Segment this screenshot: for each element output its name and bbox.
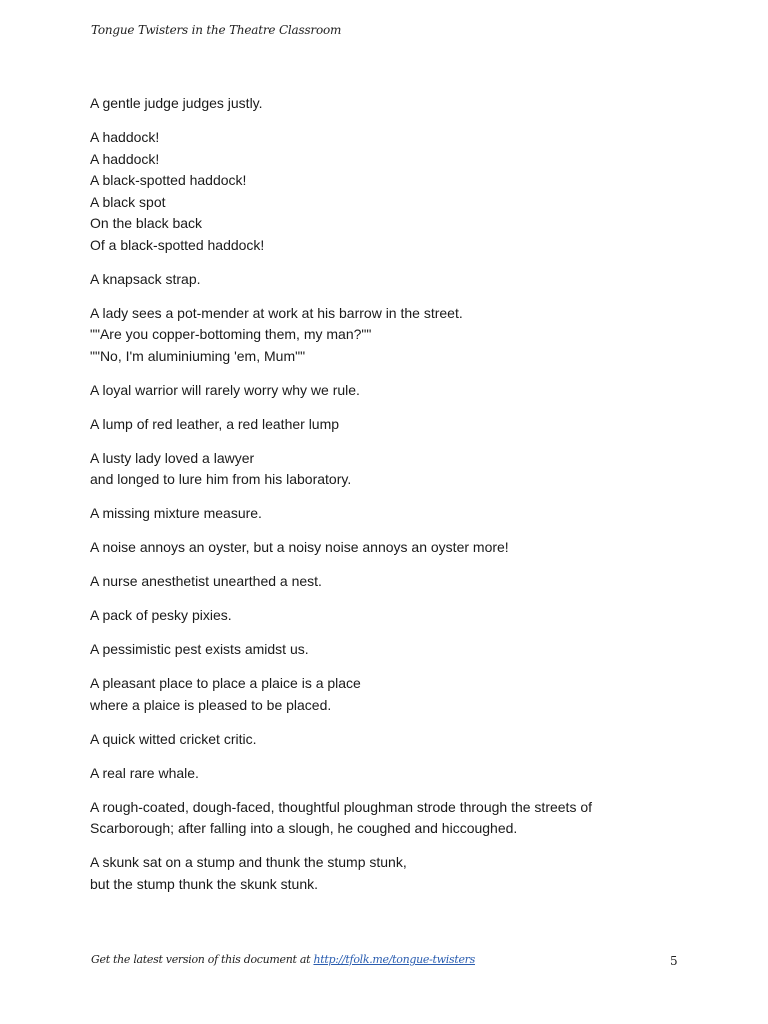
twister-line: ""Are you copper-bottoming them, my man?"" — [90, 326, 372, 342]
tongue-twister — [90, 729, 690, 751]
tongue-twister — [90, 763, 690, 785]
tongue-twister — [90, 605, 690, 627]
twister-line: A loyal warrior will rarely worry why we rule. — [90, 381, 360, 398]
twister-line: A rough-coated, dough-faced, thoughtful ploughman strode through the streets of — [90, 798, 593, 815]
running-header: Tongue Twisters in the Theatre Classroom — [91, 23, 342, 37]
twister-line: A knapsack strap. — [90, 270, 201, 287]
twister-line: A black spot — [90, 193, 166, 210]
tongue-twister — [90, 503, 690, 525]
twister-line: A lady sees a pot-mender at work at his barrow in the street. — [90, 304, 463, 321]
twister-line: ""No, I'm aluminiuming 'em, Mum"" — [90, 347, 306, 364]
twister-line: A black-spotted haddock! — [90, 172, 247, 188]
tongue-twister — [90, 269, 690, 291]
twister-line: A noise annoys an oyster, but a noisy noise annoys an oyster more! — [90, 539, 509, 555]
tongue-twister — [90, 639, 690, 661]
footer-link[interactable]: http://tfolk.me/tongue-twisters — [313, 953, 475, 966]
page-number: 5 — [670, 954, 678, 968]
tongue-twister — [90, 797, 690, 840]
twister-line: and longed to lure him from his laboratory. — [90, 471, 352, 487]
twister-line: A gentle judge judges justly. — [90, 95, 263, 111]
twister-line: Scarborough; after falling into a slough, he coughed and hiccoughed. — [90, 820, 518, 836]
twister-line: A lump of red leather, a red leather lump — [90, 415, 340, 432]
tongue-twister — [90, 414, 690, 436]
tongue-twister — [90, 93, 690, 115]
twister-line: A pleasant place to place a plaice is a place — [90, 675, 361, 691]
twister-line: A pessimistic pest exists amidst us. — [90, 641, 309, 657]
tongue-twister — [90, 537, 690, 559]
footer-note-text: Get the latest version of this document at — [91, 953, 314, 966]
twister-line: where a plaice is pleased to be placed. — [90, 696, 332, 713]
twister-line: A pack of pesky pixies. — [90, 607, 232, 623]
twister-line: A haddock! — [90, 150, 160, 167]
twister-list — [90, 93, 690, 908]
twister-line: A lusty lady loved a lawyer — [90, 449, 255, 466]
tongue-twister — [90, 852, 690, 895]
tongue-twister — [90, 380, 690, 402]
footer-note — [91, 953, 475, 966]
twister-line: On the black back — [90, 215, 203, 231]
twister-line: A real rare whale. — [90, 764, 199, 781]
twister-line: but the stump thunk the skunk stunk. — [90, 875, 319, 892]
tongue-twister — [90, 303, 690, 368]
twister-line: A nurse anesthetist unearthed a nest. — [90, 573, 322, 589]
twister-line: A missing mixture measure. — [90, 505, 262, 521]
twister-line: A skunk sat on a stump and thunk the stump stunk, — [90, 854, 407, 870]
tongue-twister — [90, 673, 690, 716]
twister-line: Of a black-spotted haddock! — [90, 236, 265, 253]
tongue-twister — [90, 127, 690, 256]
twister-line: A quick witted cricket critic. — [90, 730, 257, 747]
tongue-twister — [90, 448, 690, 491]
twister-line: A haddock! — [90, 129, 160, 145]
tongue-twister — [90, 571, 690, 593]
